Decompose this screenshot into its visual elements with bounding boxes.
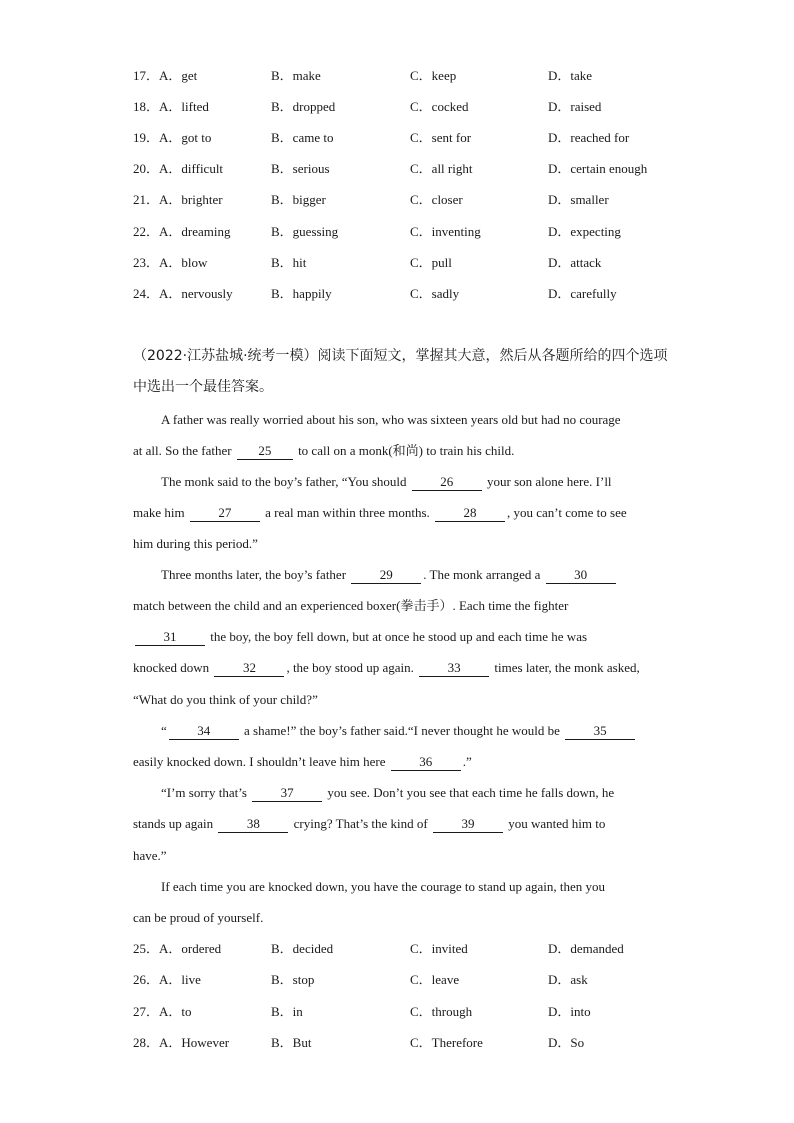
option-a[interactable]: A．nervously [159,286,233,301]
question-number: 20． [133,161,160,176]
blank-31[interactable]: 31 [135,629,205,646]
passage-line: have.” [133,848,167,863]
option-c[interactable]: C．inventing [410,224,481,239]
passage-line: If each time you are knocked down, you have the courage to stand up again, then you [161,879,606,894]
passage-line: him during this period.” [133,536,258,551]
blank-26[interactable]: 26 [412,474,482,491]
option-d[interactable]: D．reached for [548,130,630,145]
blank-34[interactable]: 34 [169,723,239,740]
blank-38[interactable]: 38 [218,816,288,833]
option-d[interactable]: D．raised [548,99,602,114]
passage-line: “What do you think of your child?” [133,692,318,707]
option-c[interactable]: C．pull [410,255,452,270]
passage-line: 31 the boy, the boy fell down, but at once he stood up and each time he was [133,621,663,652]
option-c[interactable]: C．cocked [410,99,469,114]
blank-32[interactable]: 32 [214,660,284,677]
option-a[interactable]: A．blow [159,255,208,270]
option-b[interactable]: B．bigger [271,192,326,207]
option-b[interactable]: B．decided [271,941,334,956]
option-d[interactable]: D．So [548,1035,585,1050]
question-number: 17． [133,68,160,83]
option-a[interactable]: A．difficult [159,161,224,176]
option-b[interactable]: B．in [271,1004,303,1019]
option-c[interactable]: C．sadly [410,286,460,301]
option-a[interactable]: A．dreaming [159,224,231,239]
question-number: 19． [133,130,160,145]
question-number: 26． [133,972,160,987]
passage-line: can be proud of yourself. [133,910,264,925]
passage-line: make him 27 a real man within three months. 28 , you can’t come to see [133,505,627,520]
option-c[interactable]: C．Therefore [410,1035,483,1050]
option-b[interactable]: B．dropped [271,99,336,114]
option-row [133,1002,693,1022]
question-number: 18． [133,99,160,114]
option-c[interactable]: C．leave [410,972,460,987]
question-number: 24． [133,286,160,301]
option-a[interactable]: A．lifted [159,99,209,114]
passage-line: knocked down 32 , the boy stood up again. 33 times later, the monk asked, [133,660,640,675]
option-row [133,97,693,117]
passage-line: easily knocked down. I shouldn’t leave him here 36 .” [133,754,472,769]
option-c[interactable]: C．closer [410,192,463,207]
option-b[interactable]: B．guessing [271,224,339,239]
question-number: 25． [133,941,160,956]
option-b[interactable]: B．serious [271,161,330,176]
option-d[interactable]: D．certain enough [548,161,648,176]
option-row [133,253,693,273]
option-d[interactable]: D．expecting [548,224,621,239]
option-c[interactable]: C．sent for [410,130,472,145]
option-c[interactable]: C．keep [410,68,457,83]
option-b[interactable]: B．hit [271,255,307,270]
passage-line: A father was really worried about his son, who was sixteen years old but had no courage [161,412,621,427]
passage-line: “ 34 a shame!” the boy’s father said.“I never thought he would be 35 [133,715,663,746]
option-b[interactable]: B．came to [271,130,334,145]
instruction-line: 中选出一个最佳答案。 [133,379,273,395]
blank-25[interactable]: 25 [237,443,293,460]
option-d[interactable]: D．into [548,1004,591,1019]
blank-29[interactable]: 29 [351,567,421,584]
blank-27[interactable]: 27 [190,505,260,522]
question-number: 27． [133,1004,160,1019]
option-c[interactable]: C．all right [410,161,473,176]
blank-37[interactable]: 37 [252,785,322,802]
option-a[interactable]: A．live [159,972,201,987]
blank-33[interactable]: 33 [419,660,489,677]
passage-line: The monk said to the boy’s father, “You should 26 your son alone here. I’ll [161,474,612,489]
option-b[interactable]: B．make [271,68,321,83]
blank-36[interactable]: 36 [391,754,461,771]
instruction-line: （2022·江苏盐城·统考一模）阅读下面短文，掌握其大意，然后从各题所给的四个选项 [133,348,668,364]
blank-35[interactable]: 35 [565,723,635,740]
option-row [133,284,693,304]
blank-39[interactable]: 39 [433,816,503,833]
option-d[interactable]: D．carefully [548,286,617,301]
option-d[interactable]: D．attack [548,255,602,270]
option-row [133,970,693,990]
option-c[interactable]: C．invited [410,941,468,956]
option-d[interactable]: D．take [548,68,593,83]
option-row [133,222,693,242]
option-d[interactable]: D．ask [548,972,588,987]
option-b[interactable]: B．stop [271,972,315,987]
option-b[interactable]: B．happily [271,286,332,301]
option-row [133,159,693,179]
option-a[interactable]: A．ordered [159,941,222,956]
question-number: 22． [133,224,160,239]
blank-28[interactable]: 28 [435,505,505,522]
option-row [133,1033,693,1053]
blank-30[interactable]: 30 [546,567,616,584]
option-a[interactable]: A．got to [159,130,212,145]
passage-line: at all. So the father 25 to call on a monk(和尚) to train his child. [133,443,515,458]
question-number: 21． [133,192,160,207]
option-c[interactable]: C．through [410,1004,473,1019]
option-row [133,939,693,959]
passage-line: Three months later, the boy’s father 29 . The monk arranged a 30 [133,559,663,590]
option-row [133,128,693,148]
option-d[interactable]: D．smaller [548,192,609,207]
option-a[interactable]: A．brighter [159,192,223,207]
question-number: 28． [133,1035,160,1050]
passage-line: match between the child and an experienced boxer(拳击手）. Each time the fighter [133,598,569,613]
option-a[interactable]: A．to [159,1004,192,1019]
option-row [133,190,693,210]
option-row [133,66,693,86]
option-b[interactable]: B．But [271,1035,312,1050]
question-number: 23． [133,255,160,270]
passage-line: “I’m sorry that’s 37 you see. Don’t you see that each time he falls down, he [161,785,615,800]
option-a[interactable]: A．However [159,1035,230,1050]
option-a[interactable]: A．get [159,68,198,83]
option-d[interactable]: D．demanded [548,941,624,956]
passage-line: stands up again 38 crying? That’s the kind of 39 you wanted him to [133,816,606,831]
